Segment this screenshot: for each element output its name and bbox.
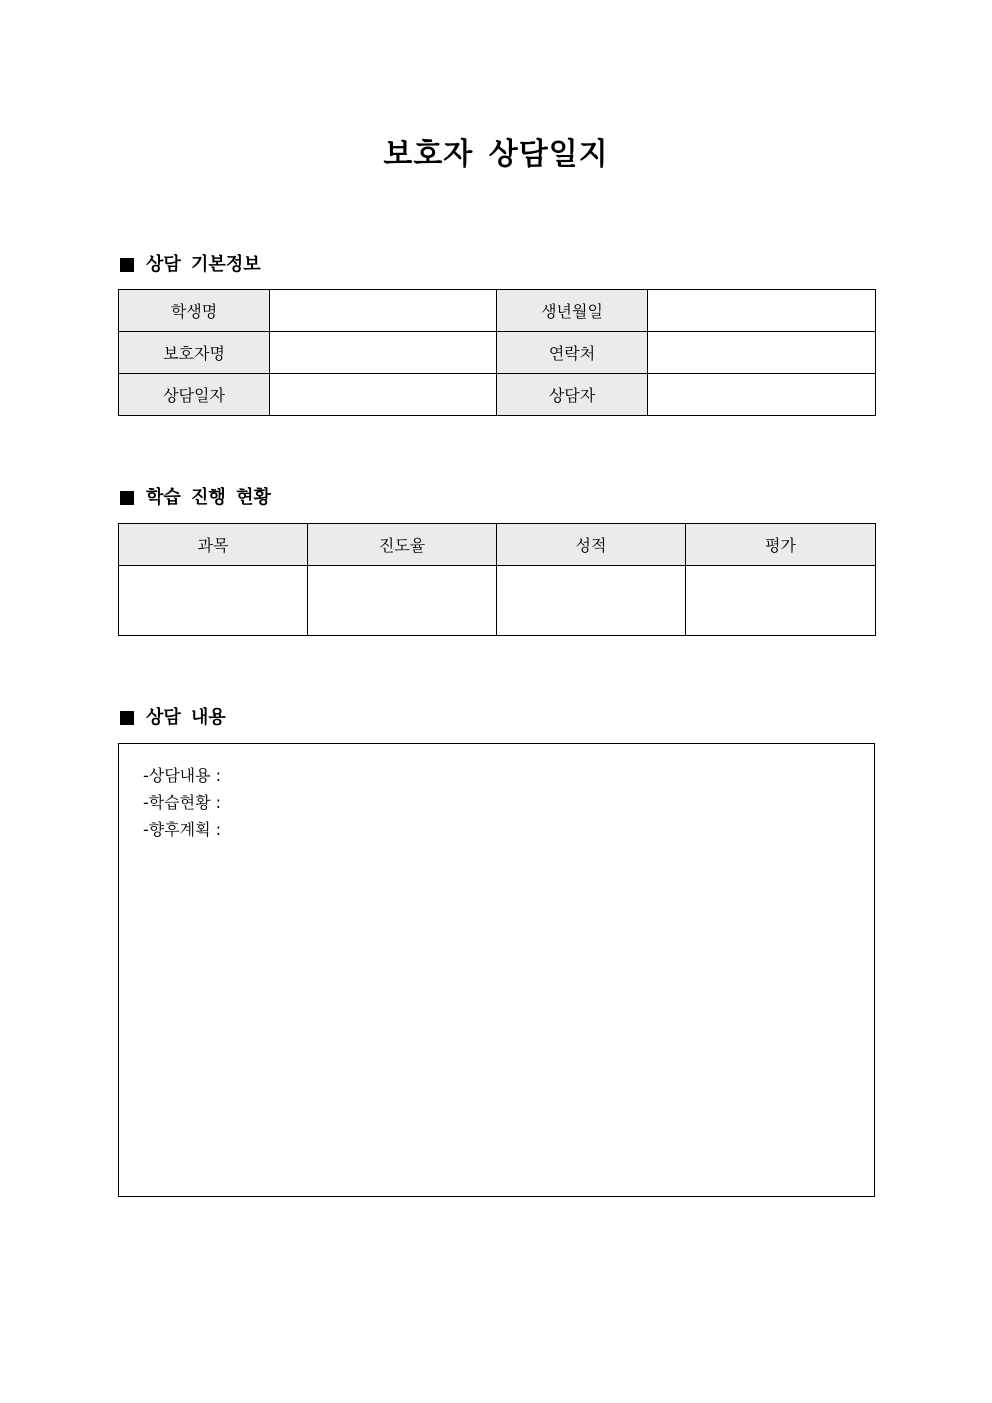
table-row xyxy=(119,374,876,416)
progress-table xyxy=(118,523,876,636)
student-name-field[interactable] xyxy=(270,290,497,332)
content-line-future-plan: -향후계획 : xyxy=(143,820,222,839)
guardian-name-field[interactable] xyxy=(270,332,497,374)
label-consult-date: 상담일자 xyxy=(119,374,270,416)
content-line-learning-status: -학습현황 : xyxy=(143,793,222,812)
evaluation-field[interactable] xyxy=(686,566,876,636)
square-bullet-icon xyxy=(120,258,134,272)
content-lines xyxy=(143,762,221,843)
subject-field[interactable] xyxy=(119,566,308,636)
label-birth-date: 생년월일 xyxy=(497,290,648,332)
section-heading-progress xyxy=(119,485,271,511)
column-header-grade: 성적 xyxy=(497,524,686,566)
counselor-field[interactable] xyxy=(648,374,876,416)
progress-rate-field[interactable] xyxy=(308,566,497,636)
table-row xyxy=(119,332,876,374)
section-heading-content xyxy=(119,705,226,731)
consult-date-field[interactable] xyxy=(270,374,497,416)
column-header-progress-rate: 진도율 xyxy=(308,524,497,566)
table-row xyxy=(119,566,876,636)
column-header-subject: 과목 xyxy=(119,524,308,566)
label-student-name: 학생명 xyxy=(119,290,270,332)
grade-field[interactable] xyxy=(497,566,686,636)
table-header-row xyxy=(119,524,876,566)
section-heading-label: 상담 내용 xyxy=(146,707,226,728)
section-heading-label: 상담 기본정보 xyxy=(146,254,261,275)
label-guardian-name: 보호자명 xyxy=(119,332,270,374)
square-bullet-icon xyxy=(120,711,134,725)
label-counselor: 상담자 xyxy=(497,374,648,416)
label-contact: 연락처 xyxy=(497,332,648,374)
consultation-content-box[interactable] xyxy=(118,743,875,1197)
contact-field[interactable] xyxy=(648,332,876,374)
content-line-consultation: -상담내용 : xyxy=(143,766,222,785)
birth-date-field[interactable] xyxy=(648,290,876,332)
column-header-evaluation: 평가 xyxy=(686,524,876,566)
section-heading-basic-info xyxy=(119,252,261,278)
section-heading-label: 학습 진행 현황 xyxy=(146,487,271,508)
square-bullet-icon xyxy=(120,491,134,505)
table-row xyxy=(119,290,876,332)
page-title: 보호자 상담일지 xyxy=(383,137,609,172)
basic-info-table xyxy=(118,289,876,416)
